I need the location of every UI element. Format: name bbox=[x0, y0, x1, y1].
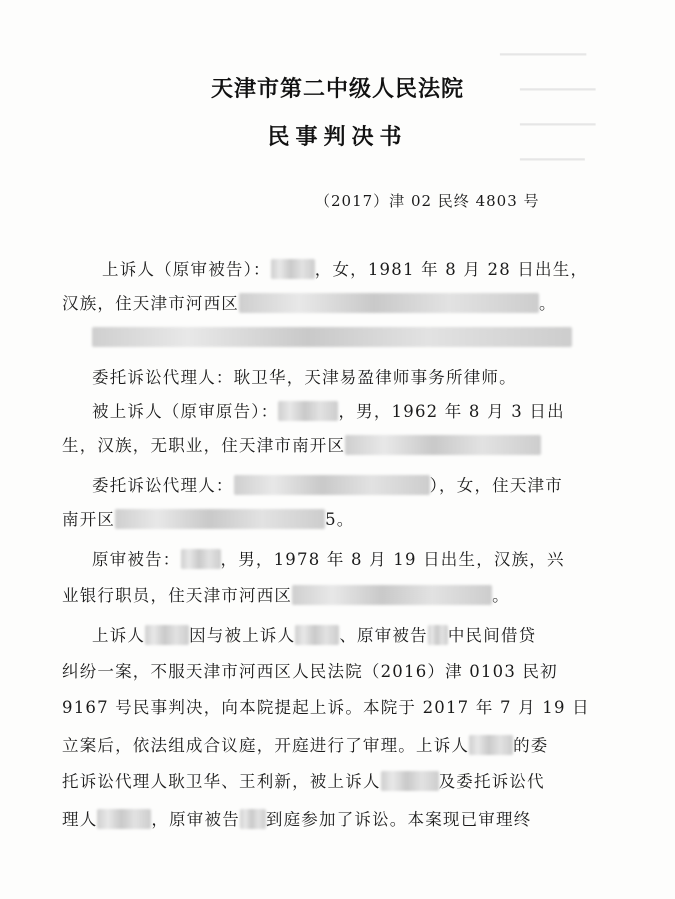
redacted-address bbox=[239, 293, 539, 313]
redacted-name bbox=[240, 809, 266, 829]
body-text: 纠纷一案，不服天津市河西区人民法院（2016）津 0103 民初 bbox=[62, 662, 558, 681]
redacted-name bbox=[278, 401, 338, 421]
body-text: 到庭参加了诉讼。本案现已审理终 bbox=[265, 810, 532, 829]
agent-line-2b bbox=[62, 508, 602, 532]
appellant-line-3-redacted bbox=[92, 326, 632, 350]
appellant-address-label: 汉族，住天津市河西区 bbox=[62, 294, 239, 313]
agent-address-label: 南开区 bbox=[62, 510, 116, 529]
bleed-through-text: ▁▁▁▁▁▁▁▁ bbox=[500, 40, 587, 56]
body-line-3 bbox=[62, 696, 602, 720]
redacted-name bbox=[181, 549, 221, 569]
document-type-title: 民事判决书 bbox=[267, 124, 408, 150]
appellant-details: ，女，1981 年 8 月 28 日出生， bbox=[314, 260, 589, 279]
redacted-name bbox=[145, 625, 189, 645]
body-text: 、原审被告 bbox=[339, 626, 428, 645]
agent-text: 委托诉讼代理人：耿卫华，天津易盈律师事务所律师。 bbox=[92, 368, 517, 387]
redacted-name bbox=[234, 475, 430, 495]
redacted-name bbox=[381, 771, 439, 791]
appellee-line-2 bbox=[62, 434, 602, 458]
appellee-details: ，男，1962 年 8 月 3 日出 bbox=[338, 402, 565, 421]
body-text: 托诉讼代理人耿卫华、王利新，被上诉人 bbox=[62, 772, 381, 791]
agent-line-1 bbox=[92, 366, 632, 390]
body-line-2 bbox=[62, 660, 602, 684]
body-text: 理人 bbox=[62, 810, 98, 829]
redacted-name bbox=[469, 735, 513, 755]
agent-line-2 bbox=[92, 474, 632, 498]
body-line-1 bbox=[92, 624, 632, 648]
appellant-label: 上诉人（原审被告）： bbox=[102, 260, 271, 279]
body-line-5 bbox=[62, 770, 602, 794]
defendant-details: ，男，1978 年 8 月 19 日出生，汉族，兴 bbox=[220, 550, 565, 569]
case-number: （2017）津 02 民终 4803 号 bbox=[315, 192, 540, 210]
agent-details-2: ），女，住天津市 bbox=[429, 476, 563, 495]
defendant-line-1 bbox=[92, 548, 632, 572]
appellee-label: 被上诉人（原审原告）： bbox=[92, 402, 279, 421]
body-text: 上诉人 bbox=[92, 626, 146, 645]
redacted-address bbox=[345, 435, 541, 455]
body-line-6 bbox=[62, 808, 602, 832]
redacted-name bbox=[97, 809, 151, 829]
defendant-details-2: 业银行职员，住天津市河西区 bbox=[62, 586, 293, 605]
bleed-through-text: ▁▁▁▁▁▁▁ bbox=[520, 75, 596, 91]
punctuation: 。 bbox=[492, 586, 510, 605]
body-text: 立案后，依法组成合议庭，开庭进行了审理。上诉人 bbox=[62, 736, 470, 755]
redacted-address bbox=[115, 509, 325, 529]
court-name-title: 天津市第二中级人民法院 bbox=[210, 76, 464, 102]
redacted-address bbox=[292, 585, 492, 605]
address-suffix: 5。 bbox=[325, 510, 355, 529]
punctuation: 。 bbox=[539, 294, 557, 313]
body-text: 因与被上诉人 bbox=[189, 626, 296, 645]
defendant-line-2 bbox=[62, 584, 602, 608]
body-text: ，原审被告 bbox=[151, 810, 240, 829]
redacted-name bbox=[295, 625, 339, 645]
body-text: 及委托诉讼代 bbox=[438, 772, 545, 791]
body-text: 9167 号民事判决，向本院提起上诉。本院于 2017 年 7 月 19 日 bbox=[62, 698, 590, 717]
redacted-text bbox=[92, 327, 572, 347]
defendant-label: 原审被告： bbox=[92, 550, 181, 569]
appellant-line-2 bbox=[62, 292, 602, 316]
appellee-line-1 bbox=[92, 400, 632, 424]
agent-label-2: 委托诉讼代理人： bbox=[92, 476, 234, 495]
bleed-through-text: ▁▁▁▁▁▁▁ bbox=[520, 110, 596, 126]
body-text: 中民间借贷 bbox=[447, 626, 537, 645]
redacted-name bbox=[271, 259, 315, 279]
appellant-line-1 bbox=[102, 258, 642, 282]
bleed-through-text: ▁▁▁▁▁▁ bbox=[520, 145, 585, 161]
redacted-name bbox=[428, 625, 448, 645]
body-text: 的委 bbox=[513, 736, 549, 755]
body-line-4 bbox=[62, 734, 602, 758]
appellee-details-2: 生，汉族，无职业，住天津市南开区 bbox=[62, 436, 346, 455]
